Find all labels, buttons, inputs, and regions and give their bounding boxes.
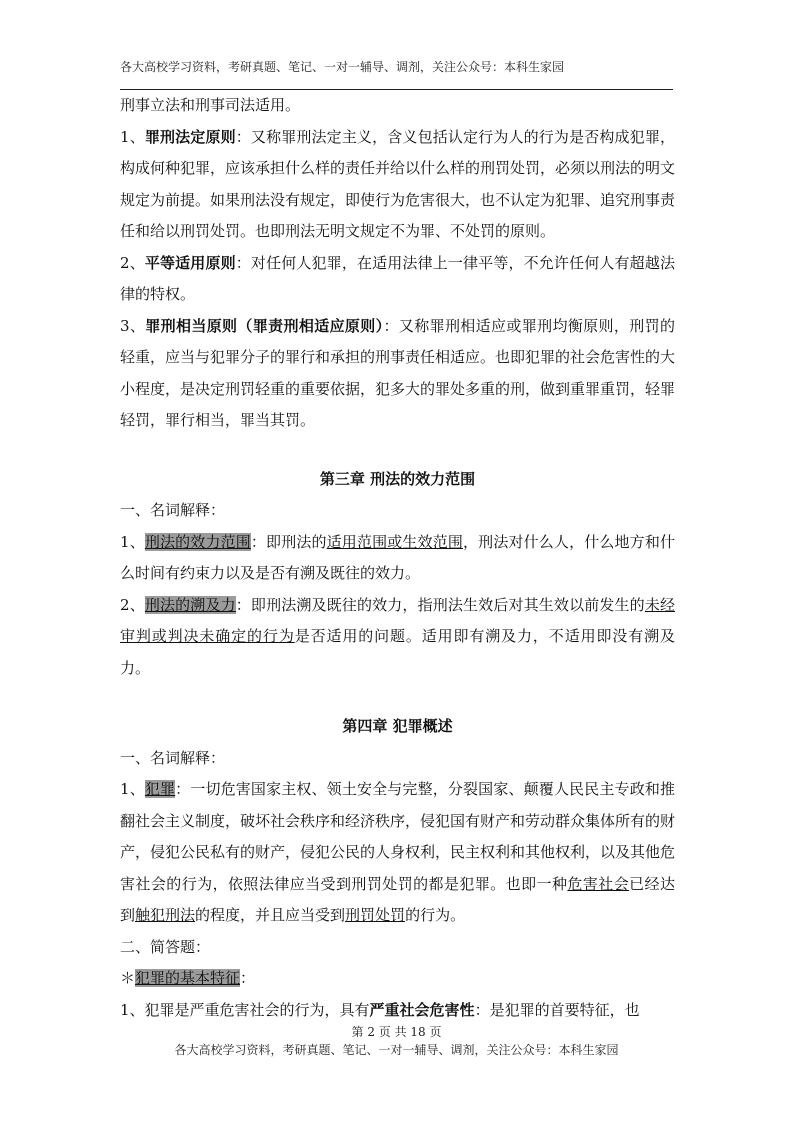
principle-legality (120, 122, 675, 248)
highlighted-term: 犯罪的基本特征 (135, 969, 241, 987)
definition-text: ，刑法对什么人，什么地方和什么时间有约束力以及是否有溯及既往的效力。 (120, 532, 675, 582)
chapter-3-title: 第三章 刑法的效力范围 (319, 469, 476, 488)
principle-title: 平等适用原则 (144, 253, 236, 272)
bold-phrase: 严重社会危害性 (369, 1000, 475, 1019)
definition-text: ：即刑法溯及既往的效力，指刑法生效后对其生效以前发生的 (235, 595, 645, 614)
term-definition (120, 590, 675, 685)
definition-text: 的行为。 (405, 906, 466, 924)
highlighted-term: 刑法的效力范围 (144, 532, 251, 551)
colon: ： (240, 969, 256, 987)
item-number: 1、 (120, 127, 145, 146)
answer-point (120, 995, 675, 1027)
section-heading: 一、名词解释： (120, 748, 226, 767)
section-heading: 一、名词解释： (120, 501, 226, 519)
principle-body: ：对任何人犯罪，在适用法律上一律平等，不允许任何人有超越法律的特权。 (120, 253, 675, 303)
underlined-phrase: 危害社会 (567, 874, 630, 893)
principle-proportionality (120, 311, 675, 437)
principle-equality (120, 248, 675, 311)
page-header: 各大高校学习资料，考研真题、笔记、一对一辅导、调剂，关注公众号：本科生家园 (120, 58, 673, 90)
answer-text: ：是犯罪的首要特征，也 (474, 1000, 640, 1019)
underlined-phrase: 触犯刑法 (135, 906, 196, 924)
item-number: 2、 (120, 253, 145, 272)
item-number: 2、 (120, 595, 145, 614)
document-body (120, 90, 675, 1026)
term-definition (120, 527, 675, 590)
page-number: 第 2 页 共 18 页 (351, 1025, 442, 1039)
chapter-4-title: 第四章 犯罪概述 (342, 717, 453, 735)
highlighted-term: 犯罪 (144, 780, 176, 798)
principle-title: 罪刑法定原则 (144, 127, 236, 146)
underlined-phrase: 刑罚处罚 (345, 906, 406, 924)
principle-body: ：又称罪刑法定主义，含义包括认定行为人的行为是否构成犯罪，构成何种犯罪，应该承担什么样的责任并给以什么样的刑罚处罚，必须以刑法的明文规定为前提。如果刑法没有规定，即使行为危害很大，也不认定为犯罪、追究刑事责任和给以刑罚处罚。也即刑法无明文规定不为罪、不处罚的原则。 (120, 127, 676, 240)
item-number: 1、 (120, 532, 145, 551)
item-number: 1、 (120, 780, 145, 798)
highlighted-term: 刑法的溯及力 (144, 595, 236, 614)
definition-text: ：即刑法的 (250, 532, 327, 551)
footer-text: 各大高校学习资料，考研真题、笔记、一对一辅导、调剂，关注公众号：本科生家园 (174, 1043, 619, 1057)
spacer (120, 684, 675, 711)
star-marker: ＊ (120, 969, 136, 987)
item-number: 3、 (120, 316, 146, 335)
term-definition (120, 774, 675, 932)
paragraph-continuation: 刑事立法和刑事司法适用。 (120, 96, 301, 114)
definition-text: 的程度，并且应当受到 (195, 906, 346, 924)
spacer (120, 437, 675, 464)
definition-text: 已经达到 (120, 874, 675, 924)
principle-title: 罪刑相当原则（罪责刑相适应原则） (145, 316, 384, 335)
underlined-phrase: 未经审判或判决未确定的行为 (120, 595, 675, 645)
page-footer (0, 1024, 793, 1060)
answer-text: 1、犯罪是严重危害社会的行为，具有 (120, 1000, 370, 1019)
section-heading: 二、简答题： (120, 937, 211, 956)
underlined-phrase: 适用范围或生效范围 (326, 532, 464, 551)
definition-text: 是否适用的问题。适用即有溯及力，不适用即没有溯及力。 (120, 627, 675, 677)
question-heading (120, 963, 675, 995)
definition-text: ：一切危害国家主权、领土安全与完整，分裂国家、颠覆人民民主专政和推翻社会主义制度，破坏社会秩序和经济秩序，侵犯国有财产和劳动群众集体所有的财产，侵犯公民私有的财产，侵犯公民的人身权利，民主权利和其他权利，以及其他危害社会的行为，依照法律应当受到刑罚处罚的都是犯罪。也即一种 (120, 780, 676, 893)
principle-body: ：又称罪刑相适应或罪刑均衡原则，刑罚的轻重，应当与犯罪分子的罪行和承担的刑事责任相适应。也即犯罪的社会危害性的大小程度，是决定刑罚轻重的重要依据，犯多大的罪处多重的刑，做到重罪重罚，轻罪轻罚，罪行相当，罪当其罚。 (120, 316, 676, 429)
